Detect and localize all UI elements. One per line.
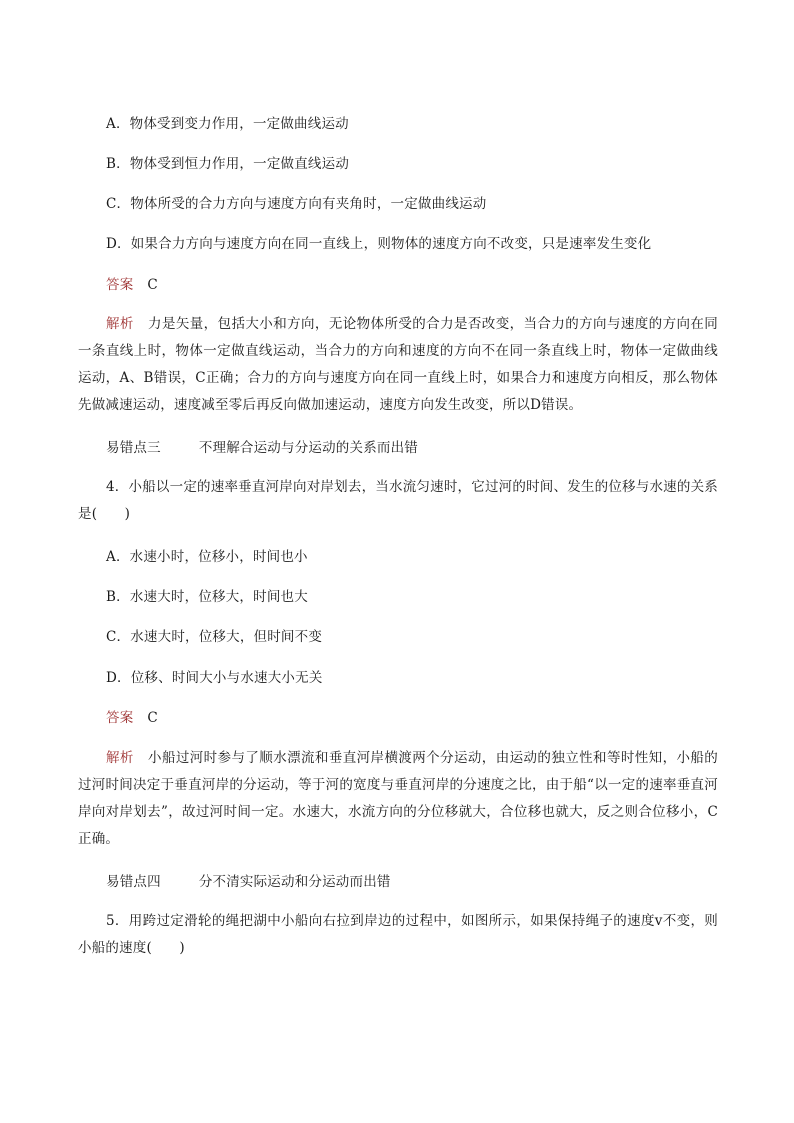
q5-stem: 5．用跨过定滑轮的绳把湖中小船向右拉到岸边的过程中，如图所示，如果保持绳子的速度v不变，则小船的速度( ) [78, 913, 718, 956]
answer-value: C [147, 710, 158, 726]
q4-stem: 4．小船以一定的速率垂直河岸向对岸划去，当水流匀速时，它过河的时间、发生的位移与水速的关系是( ) [78, 479, 718, 522]
q4-option-c: C．水速大时，位移大，但时间不变 [106, 629, 323, 645]
analysis-text: 小船过河时参与了顺水漂流和垂直河岸横渡两个分运动，由运动的独立性和等时性知，小船的过河时间决定于垂直河岸的分运动，等于河的宽度与垂直河岸的分速度之比，由于船“以一定的速率垂直河岸向对岸划去”，故过河时间一定。水速大，水流方向的分位移就大，合位移也就大，反之则合位移小，C正确。 [78, 750, 719, 847]
section-label: 易错点四 [106, 874, 161, 890]
q4-analysis [78, 745, 718, 853]
answer-value: C [147, 277, 158, 293]
q4-answer [106, 710, 158, 726]
q3-analysis [78, 311, 718, 419]
analysis-label: 解析 [106, 750, 134, 766]
analysis-text: 力是矢量，包括大小和方向，无论物体所受的合力是否改变，当合力的方向与速度的方向在同一条直线上时，物体一定做直线运动，当合力的方向和速度的方向不在同一条直线上时，物体一定做曲线运动，A、B错误，C正确；合力的方向与速度方向在同一直线上时，如果合力和速度方向相反，那么物体先做减速运动，速度减至零后再反向做加速运动，速度方向发生改变，所以D错误。 [78, 316, 719, 413]
section-label: 易错点三 [106, 440, 161, 456]
section-title: 分不清实际运动和分运动而出错 [198, 874, 391, 890]
q3-option-a: A．物体受到变力作用，一定做曲线运动 [106, 116, 349, 132]
q3-option-c: C．物体所受的合力方向与速度方向有夹角时，一定做曲线运动 [106, 196, 487, 212]
q3-option-b: B．物体受到恒力作用，一定做直线运动 [106, 156, 350, 172]
section-heading-3 [106, 440, 418, 456]
q3-option-d: D．如果合力方向与速度方向在同一直线上，则物体的速度方向不改变，只是速率发生变化 [106, 236, 652, 252]
q4-option-a: A．水速小时，位移小，时间也小 [106, 549, 308, 565]
answer-label: 答案 [106, 277, 134, 293]
q4-option-d: D．位移、时间大小与水速大小无关 [106, 670, 323, 686]
section-heading-4 [106, 874, 391, 890]
q4-option-b: B．水速大时，位移大，时间也大 [106, 589, 308, 605]
answer-label: 答案 [106, 710, 134, 726]
q3-answer [106, 277, 158, 293]
analysis-label: 解析 [106, 316, 134, 332]
section-title: 不理解合运动与分运动的关系而出错 [198, 440, 419, 456]
